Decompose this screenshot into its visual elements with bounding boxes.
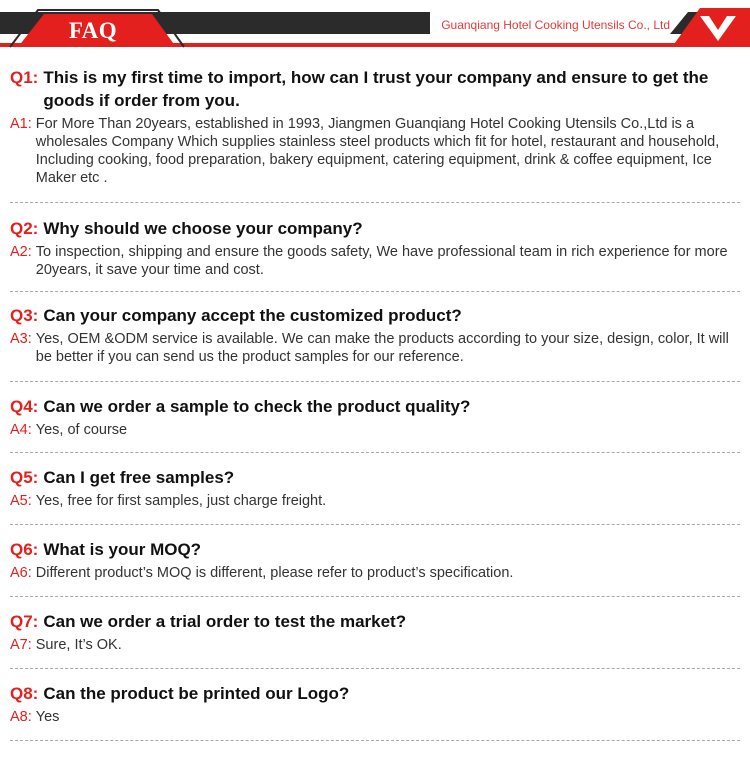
- faq-answer: [10, 564, 740, 582]
- faq-header-banner: [0, 0, 750, 56]
- answer-number: A3:: [10, 331, 32, 347]
- answer-text: Yes, of course: [35, 422, 128, 438]
- question-number: Q5:: [10, 468, 39, 487]
- faq-answer: [10, 421, 740, 439]
- faq-question: [10, 304, 740, 327]
- faq-item: [0, 669, 750, 740]
- faq-question: [10, 217, 740, 240]
- faq-item: [0, 382, 750, 452]
- answer-text: For More Than 20years, established in 1993, Jiangmen Guanqiang Hotel Cooking Utensils Co.,Ltd is a wholesales Company Which supplies stainless steel products which fit for hotel, restaurant and household, Including cooking, food preparation, bakery equipment, catering equipment, drink & coffee equipment, Ice Maker etc .: [35, 116, 720, 186]
- question-number: Q3:: [10, 306, 39, 325]
- faq-question: [10, 682, 740, 705]
- question-number: Q1:: [10, 68, 39, 87]
- question-text: Can we order a sample to check the product quality?: [43, 397, 471, 416]
- question-number: Q2:: [10, 219, 39, 238]
- divider: [10, 740, 740, 741]
- faq-answer: [10, 636, 740, 654]
- answer-text: Yes, free for first samples, just charge freight.: [35, 493, 327, 509]
- answer-text: Yes: [35, 709, 60, 725]
- answer-text: Different product’s MOQ is different, please refer to product’s specification.: [35, 565, 514, 581]
- v-chevron-logo-icon: [700, 14, 736, 42]
- faq-item: [0, 597, 750, 668]
- answer-number: A1:: [10, 116, 32, 132]
- answer-text: Sure, It’s OK.: [35, 637, 122, 653]
- answer-number: A4:: [10, 422, 32, 438]
- answer-number: A2:: [10, 244, 32, 260]
- faq-question: [10, 395, 740, 418]
- faq-answer: [10, 330, 740, 366]
- faq-item: [0, 203, 750, 291]
- faq-answer: [10, 115, 740, 187]
- question-number: Q4:: [10, 397, 39, 416]
- answer-text: To inspection, shipping and ensure the goods safety, We have professional team in rich experience for more 20years, it save your time and cost.: [35, 244, 728, 278]
- question-text: Why should we choose your company?: [43, 219, 363, 238]
- question-number: Q6:: [10, 540, 39, 559]
- question-text: Can your company accept the customized product?: [43, 306, 462, 325]
- question-text: Can I get free samples?: [43, 468, 235, 487]
- answer-text: Yes, OEM &ODM service is available. We can make the products according to your size, design, color, It will be better if you can send us the product samples for our reference.: [35, 331, 729, 365]
- question-text: This is my first time to import, how can I trust your company and ensure to get the goods if order from you.: [43, 68, 709, 110]
- company-name: Guanqiang Hotel Cooking Utensils Co., Ltd: [441, 18, 670, 32]
- answer-number: A8:: [10, 709, 32, 725]
- question-text: Can we order a trial order to test the market?: [43, 612, 407, 631]
- faq-answer: [10, 708, 740, 726]
- faq-question: [10, 66, 740, 112]
- question-number: Q7:: [10, 612, 39, 631]
- faq-item: [0, 292, 750, 381]
- faq-question: [10, 466, 740, 489]
- question-text: What is your MOQ?: [43, 540, 202, 559]
- faq-list: [0, 66, 750, 741]
- faq-item: [0, 66, 750, 202]
- answer-number: A5:: [10, 493, 32, 509]
- question-number: Q8:: [10, 684, 39, 703]
- question-text: Can the product be printed our Logo?: [43, 684, 350, 703]
- faq-answer: [10, 492, 740, 510]
- faq-title: FAQ: [68, 18, 118, 43]
- faq-question: [10, 610, 740, 633]
- faq-question: [10, 538, 740, 561]
- faq-item: [0, 525, 750, 596]
- faq-item: [0, 453, 750, 524]
- answer-number: A7:: [10, 637, 32, 653]
- answer-number: A6:: [10, 565, 32, 581]
- faq-answer: [10, 243, 740, 279]
